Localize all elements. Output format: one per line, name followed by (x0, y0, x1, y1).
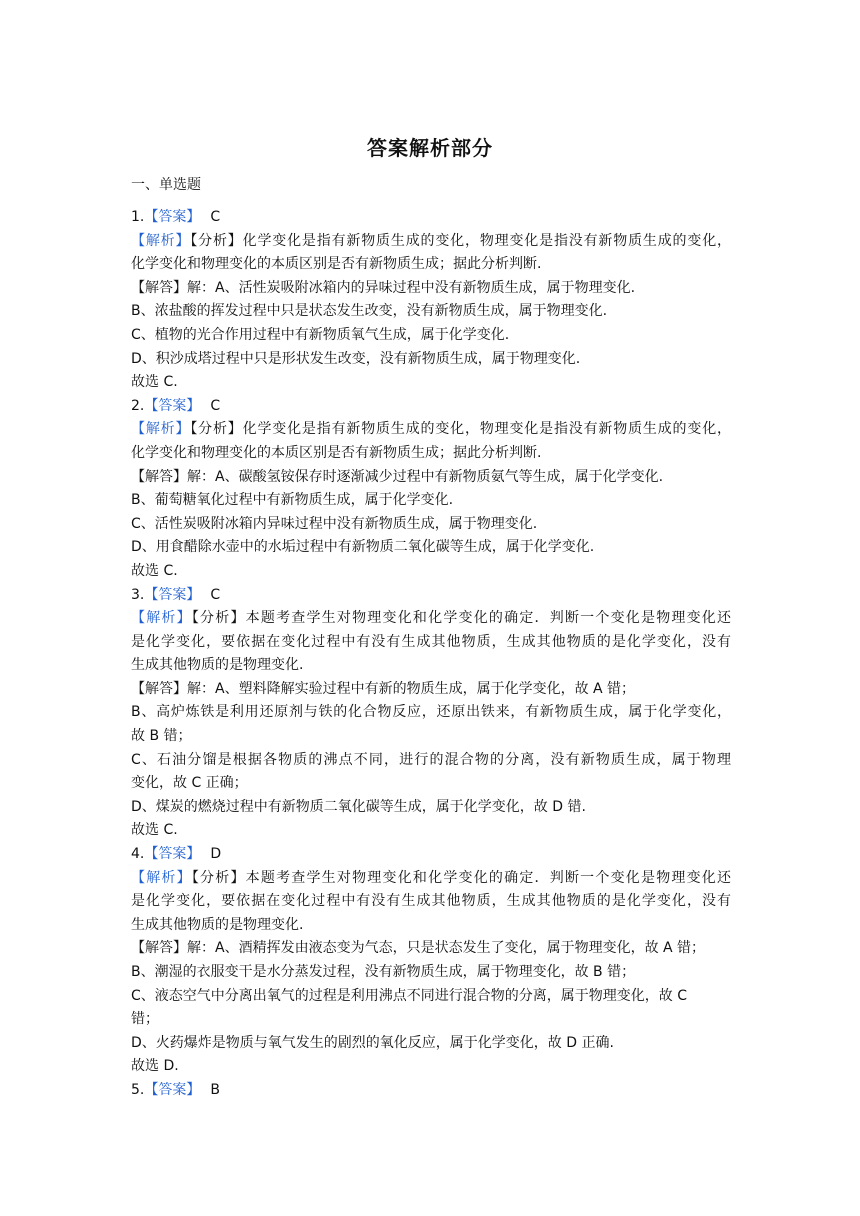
analysis-tag: 【分析】 (190, 421, 243, 438)
explanation-text: 故选 C. (131, 374, 178, 391)
analysis-label: 【解析】 (131, 232, 191, 249)
answer-line (131, 206, 731, 230)
explanation-text: 是化学变化，要依据在变化过程中有没有生成其他物质，生成其他物质的是化学变化，没有 (131, 893, 731, 910)
explanation-text: D、煤炭的燃烧过程中有新物质二氧化碳等生成，属于化学变化，故 D 错. (131, 798, 586, 815)
explanation-text: C、活性炭吸附冰箱内异味过程中没有新物质生成，属于物理变化. (131, 515, 538, 532)
explanation-text: 故选 C. (131, 562, 178, 579)
explanation-line (131, 701, 731, 725)
explanation-line (131, 418, 731, 442)
page-title: 答案解析部分 (367, 136, 493, 160)
explanation-text: 生成其他物质的是物理变化. (131, 916, 304, 933)
explanation-text: D、用食醋除水壶中的水垢过程中有新物质二氧化碳等生成，属于化学变化. (131, 539, 595, 556)
explanation-text: 生成其他物质的是物理变化. (131, 657, 304, 674)
answer-line (131, 395, 731, 419)
explanation-text: 本题考查学生对物理变化和化学变化的确定．判断一个变化是物理变化还 (245, 610, 732, 627)
question-block (131, 206, 731, 395)
analysis-tag: 【分析】 (191, 610, 246, 627)
explanation-text: 化学变化是指有新物质生成的变化，物理变化是指没有新物质生成的变化， (242, 421, 732, 438)
explanation-text: 错； (131, 1011, 159, 1028)
analysis-tag: 【分析】 (191, 869, 246, 886)
question-number: 1. (131, 209, 145, 225)
question-number: 5. (131, 1081, 145, 1098)
question-number: 3. (131, 586, 145, 603)
explanation-text: C、液态空气中分离出氧气的过程是利用沸点不同进行混合物的分离，属于物理变化，故 C (131, 987, 687, 1004)
explanation-text: C、石油分馏是根据各物质的沸点不同，进行的混合物的分离，没有新物质生成，属于物理 (131, 751, 731, 768)
explanation-text: 是化学变化，要依据在变化过程中有没有生成其他物质，生成其他物质的是化学变化，没有 (131, 633, 731, 650)
explanation-line (131, 513, 731, 537)
explanation-line (131, 890, 731, 914)
explanation-text: 【解答】解：A、活性炭吸附冰箱内的异味过程中没有新物质生成，属于物理变化. (131, 279, 636, 296)
explanation-text: B、高炉炼铁是利用还原剂与铁的化合物反应，还原出铁来，有新物质生成，属于化学变化， (131, 704, 731, 721)
explanation-text: B、葡萄糖氧化过程中有新物质生成，属于化学变化. (131, 492, 454, 509)
question-block (131, 584, 731, 844)
explanation-line (131, 536, 731, 560)
explanation-line (131, 466, 731, 490)
explanation-line (131, 1032, 731, 1056)
analysis-label: 【解析】 (131, 610, 192, 627)
answer-label: 【答案】 (144, 586, 201, 603)
explanation-line (131, 560, 731, 584)
question-block (131, 395, 731, 584)
answer-label: 【答案】 (144, 846, 201, 863)
answer-label: 【答案】 (144, 209, 201, 225)
explanation-line (131, 442, 731, 466)
analysis-tag: 【分析】 (190, 232, 243, 249)
explanation-text: 故选 C. (131, 822, 178, 839)
explanation-text: 化学变化和物理变化的本质区别是否有新物质生成；据此分析判断. (131, 444, 542, 461)
explanation-line (131, 725, 731, 749)
explanation-text: 故选 D. (131, 1058, 179, 1075)
explanation-line (131, 631, 731, 655)
explanation-line (131, 796, 731, 820)
explanation-text: D、积沙成塔过程中只是形状发生改变，没有新物质生成，属于物理变化. (131, 350, 581, 367)
explanation-line (131, 985, 731, 1009)
explanation-text: 【解答】解：A、碳酸氢铵保存时逐渐减少过程中有新物质氨气等生成，属于化学变化. (131, 468, 664, 485)
analysis-label: 【解析】 (131, 869, 192, 886)
explanation-line (131, 230, 731, 254)
explanation-text: 【解答】解：A、酒精挥发由液态变为气态，只是状态发生了变化，属于物理变化，故 A 错； (131, 940, 706, 957)
question-number: 4. (131, 846, 145, 863)
explanation-text: B、潮湿的衣服变干是水分蒸发过程，没有新物质生成，属于物理变化，故 B 错； (131, 964, 636, 980)
explanation-line (131, 772, 731, 796)
answer-list (131, 206, 731, 1103)
explanation-line (131, 607, 731, 631)
explanation-text: 化学变化和物理变化的本质区别是否有新物质生成；据此分析判断. (131, 256, 542, 273)
explanation-line (131, 348, 731, 372)
explanation-text: B、浓盐酸的挥发过程中只是状态发生改变，没有新物质生成，属于物理变化. (131, 303, 608, 320)
explanation-line (131, 914, 731, 938)
answer-line (131, 1079, 731, 1103)
explanation-line (131, 819, 731, 843)
explanation-text: 【解答】解：A、塑料降解实验过程中有新的物质生成，属于化学变化，故 A 错； (131, 680, 636, 697)
explanation-line (131, 324, 731, 348)
explanation-text: 故 B 错； (131, 728, 192, 745)
explanation-text: 本题考查学生对物理变化和化学变化的确定．判断一个变化是物理变化还 (245, 869, 732, 886)
explanation-line (131, 678, 731, 702)
explanation-line (131, 937, 731, 961)
answer-label: 【答案】 (144, 1081, 201, 1098)
answer-line (131, 843, 731, 867)
explanation-text: 化学变化是指有新物质生成的变化，物理变化是指没有新物质生成的变化， (242, 232, 732, 249)
question-block (131, 1079, 731, 1103)
explanation-text: 变化，故 C 正确； (131, 775, 248, 792)
answer-line (131, 584, 731, 608)
answer-value: D (210, 846, 222, 863)
answer-label: 【答案】 (144, 397, 201, 414)
question-block (131, 843, 731, 1079)
explanation-line (131, 371, 731, 395)
explanation-line (131, 300, 731, 324)
explanation-line (131, 749, 731, 773)
answer-value: B (210, 1081, 220, 1098)
analysis-label: 【解析】 (131, 421, 191, 438)
explanation-line (131, 654, 731, 678)
explanation-line (131, 1055, 731, 1079)
answer-value: C (210, 209, 221, 225)
section-heading: 一、单选题 (131, 177, 201, 193)
explanation-line (131, 253, 731, 277)
explanation-text: C、植物的光合作用过程中有新物质氧气生成，属于化学变化. (131, 326, 510, 343)
explanation-line (131, 961, 731, 985)
answer-value: C (210, 586, 221, 603)
explanation-text: D、火药爆炸是物质与氧气发生的剧烈的氧化反应，属于化学变化，故 D 正确. (131, 1034, 614, 1051)
explanation-line (131, 277, 731, 301)
question-number: 2. (131, 397, 145, 414)
explanation-line (131, 489, 731, 513)
explanation-line (131, 867, 731, 891)
answer-value: C (210, 397, 221, 414)
explanation-line (131, 1008, 731, 1032)
